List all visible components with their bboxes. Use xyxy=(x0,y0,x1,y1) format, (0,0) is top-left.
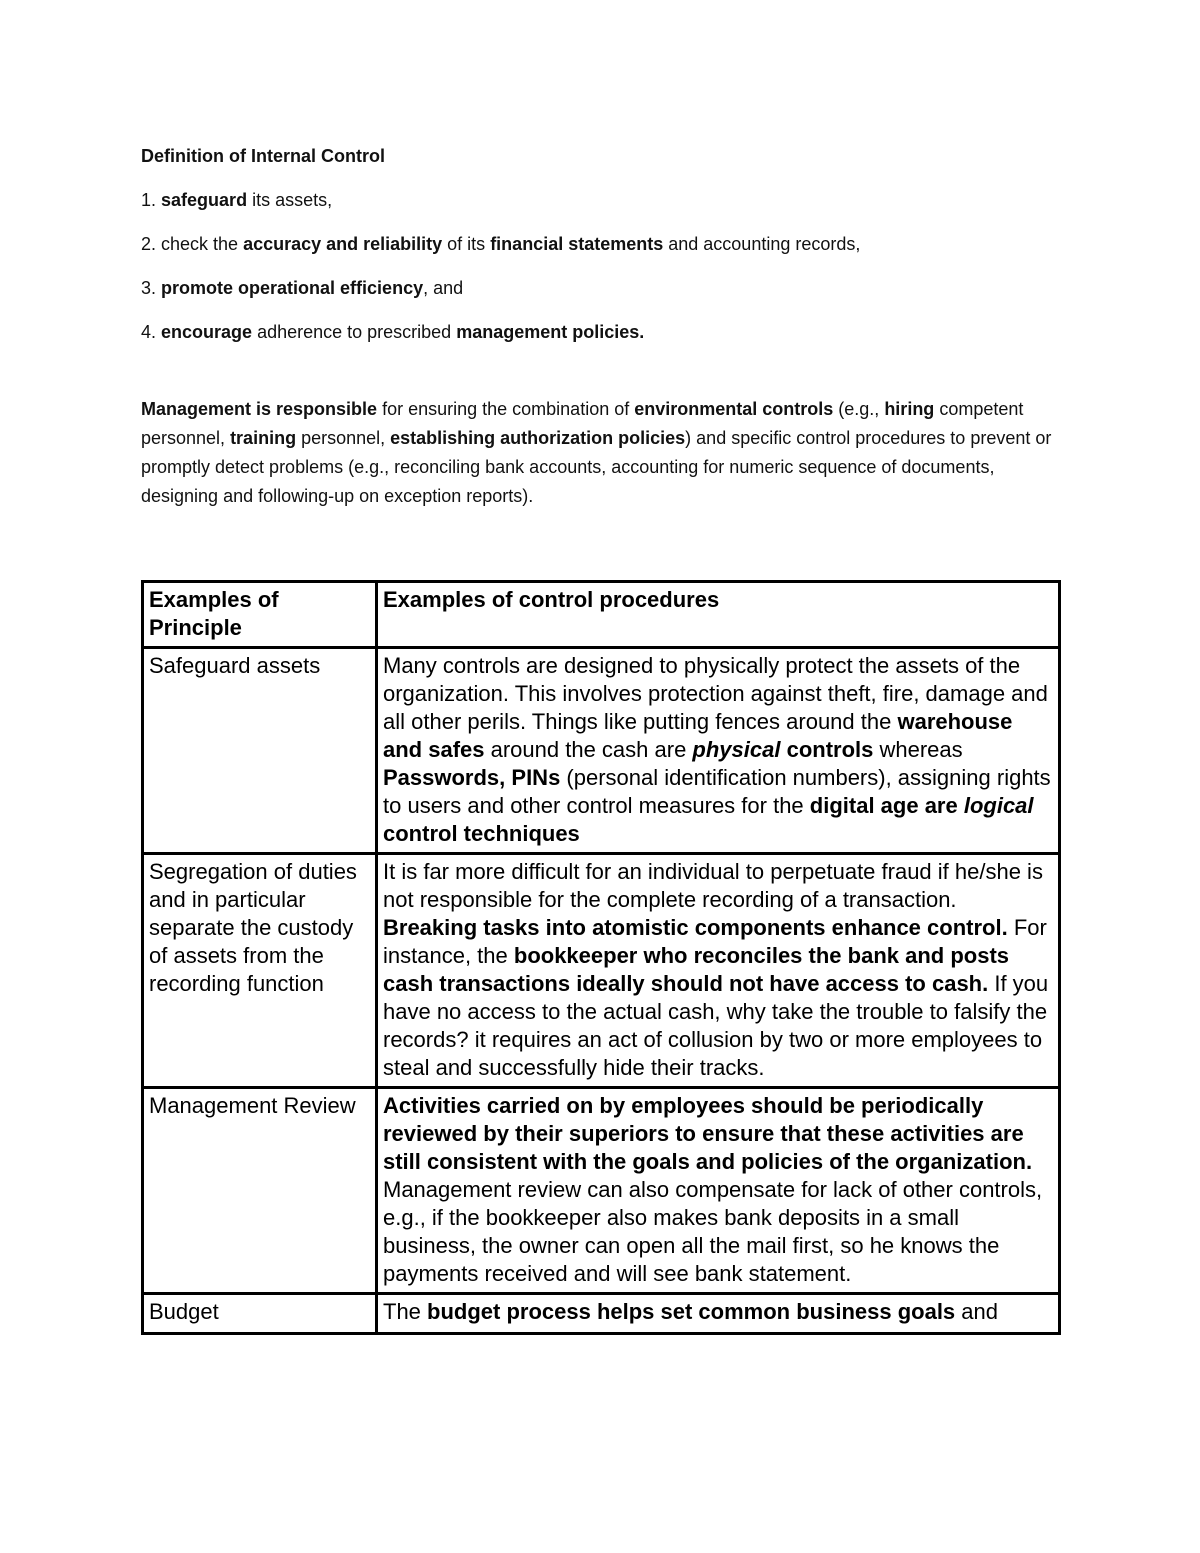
principle-cell: Segregation of duties and in particular separate the custody of assets from the recording function xyxy=(143,854,377,1088)
table-row xyxy=(143,1294,1060,1334)
table-header-row xyxy=(143,582,1060,648)
list-item: 3. promote operational efficiency, and xyxy=(141,278,464,298)
management-paragraph: Management is responsible for ensuring the combination of environmental controls (e.g., hiring competent personnel, training personnel, establishing authorization policies) and specific control procedures to prevent or promptly detect problems (e.g., reconciling bank accounts, accounting for numeric sequence of documents, designing and following-up on exception reports). xyxy=(141,399,1052,506)
procedure-cell: Activities carried on by employees should be periodically reviewed by their superiors to ensure that these activities are still consistent with the goals and policies of the organization. Management review can also compensate for lack of other controls, e.g., if the bookkeeper also makes bank deposits in a small business, the owner can open all the mail first, so he knows the payments received and will see bank statement. xyxy=(377,1088,1060,1294)
table-row xyxy=(143,1088,1060,1294)
table-row xyxy=(143,854,1060,1088)
header-principle: Examples of Principle xyxy=(143,582,377,648)
page-title: Definition of Internal Control xyxy=(141,146,385,166)
list-item: 4. encourage adherence to prescribed management policies. xyxy=(141,322,645,342)
header-procedures: Examples of control procedures xyxy=(377,582,1060,648)
list-item: 1. safeguard its assets, xyxy=(141,190,333,210)
list-item: 2. check the accuracy and reliability of its financial statements and accounting records, xyxy=(141,234,861,254)
table-row xyxy=(143,648,1060,854)
procedure-cell: It is far more difficult for an individual to perpetuate fraud if he/she is not responsible for the complete recording of a transaction. Breaking tasks into atomistic components enhance control. For instance, the bookkeeper who reconciles the bank and posts cash transactions ideally should not have access to cash. If you have no access to the actual cash, why take the trouble to falsify the records? it requires an act of collusion by two or more employees to steal and successfully hide their tracks. xyxy=(377,854,1060,1088)
procedure-cell: The budget process helps set common business goals and xyxy=(377,1294,1060,1334)
principle-cell: Budget xyxy=(143,1294,377,1334)
procedure-cell: Many controls are designed to physically protect the assets of the organization. This involves protection against theft, fire, damage and all other perils. Things like putting fences around the warehouse and safes around the cash are physical controls whereas Passwords, PINs (personal identification numbers), assigning rights to users and other control measures for the digital age are logical control techniques xyxy=(377,648,1060,854)
principle-cell: Management Review xyxy=(143,1088,377,1294)
control-procedures-table xyxy=(141,580,1061,1335)
principle-cell: Safeguard assets xyxy=(143,648,377,854)
document-body xyxy=(141,142,1061,511)
